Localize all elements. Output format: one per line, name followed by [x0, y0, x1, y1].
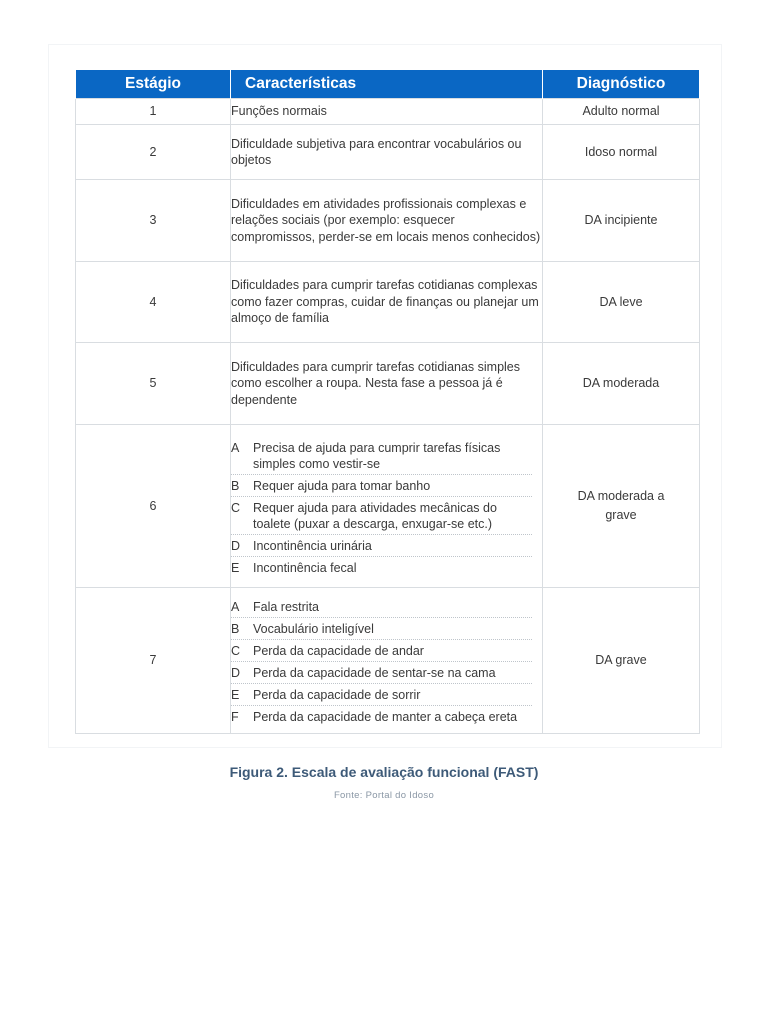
description-cell — [231, 588, 543, 734]
item-text: Incontinência fecal — [253, 560, 357, 575]
item-letter: A — [231, 440, 240, 455]
item-text: Precisa de ajuda para cumprir tarefas físicas simples como vestir-se — [253, 440, 501, 471]
diagnosis-text: DA moderada a grave — [577, 489, 665, 522]
list-item — [231, 640, 532, 662]
item-letter: D — [231, 666, 241, 680]
item-letter: C — [231, 500, 241, 515]
fast-scale-table — [75, 70, 700, 734]
list-item — [231, 475, 532, 497]
table-row — [76, 425, 700, 588]
item-text: Perda da capacidade de sentar-se na cama — [253, 666, 496, 680]
list-item — [231, 706, 532, 727]
header-stage: Estágio — [76, 70, 231, 99]
stage-cell: 2 — [76, 125, 231, 180]
list-item — [231, 497, 532, 535]
stage-cell: 7 — [76, 588, 231, 734]
item-letter: E — [231, 688, 240, 702]
table-row — [76, 125, 700, 180]
diagnosis-cell: DA grave — [543, 588, 700, 734]
figure-source: Fonte: Portal do Idoso — [333, 790, 435, 801]
figure-caption: Figura 2. Escala de avaliação funcional (FAST) — [229, 764, 539, 780]
list-item — [231, 535, 532, 557]
item-text: Requer ajuda para tomar banho — [253, 478, 431, 493]
item-text: Requer ajuda para atividades mecânicas do toalete (puxar a descarga, enxugar-se etc.) — [253, 500, 497, 531]
item-letter: B — [231, 622, 240, 636]
item-letter: C — [231, 644, 241, 658]
list-item — [231, 662, 532, 684]
item-text: Incontinência urinária — [253, 538, 372, 553]
item-text: Perda da capacidade de andar — [253, 644, 424, 658]
item-text: Perda da capacidade de manter a cabeça ereta — [253, 710, 518, 724]
table-row — [76, 180, 700, 262]
table-row — [76, 588, 700, 734]
description-cell — [231, 425, 543, 588]
item-letter: F — [231, 710, 239, 724]
stage-cell: 5 — [76, 343, 231, 425]
table-row — [76, 262, 700, 343]
item-letter: D — [231, 538, 241, 553]
sub-items-list — [231, 429, 542, 584]
diagnosis-cell: Idoso normal — [543, 125, 700, 180]
sub-items-list — [231, 588, 542, 733]
diagnosis-cell: Adulto normal — [543, 99, 700, 125]
list-item — [231, 557, 532, 578]
diagnosis-cell: DA moderada — [543, 343, 700, 425]
list-item — [231, 437, 532, 475]
table-row — [76, 99, 700, 125]
diagnosis-cell — [543, 425, 700, 588]
item-letter: B — [231, 478, 240, 493]
item-letter: E — [231, 560, 240, 575]
description-cell: Funções normais — [231, 99, 543, 125]
stage-cell: 4 — [76, 262, 231, 343]
item-text: Vocabulário inteligível — [253, 622, 374, 636]
diagnosis-cell: DA incipiente — [543, 180, 700, 262]
item-letter: A — [231, 600, 240, 614]
list-item — [231, 684, 532, 706]
stage-cell: 3 — [76, 180, 231, 262]
header-diagnosis: Diagnóstico — [543, 70, 700, 99]
item-text: Perda da capacidade de sorrir — [253, 688, 421, 702]
description-cell: Dificuldades para cumprir tarefas cotidianas simples como escolher a roupa. Nesta fase a pessoa já é dependente — [231, 343, 543, 425]
diagnosis-cell: DA leve — [543, 262, 700, 343]
header-characteristics: Características — [231, 70, 543, 99]
description-cell: Dificuldade subjetiva para encontrar vocabulários ou objetos — [231, 125, 543, 180]
list-item — [231, 618, 532, 640]
list-item — [231, 596, 532, 618]
stage-cell: 6 — [76, 425, 231, 588]
table-header-row — [76, 70, 700, 99]
stage-cell: 1 — [76, 99, 231, 125]
description-cell: Dificuldades para cumprir tarefas cotidianas complexas como fazer compras, cuidar de finanças ou planejar um almoço de família — [231, 262, 543, 343]
description-cell: Dificuldades em atividades profissionais complexas e relações sociais (por exemplo: esquecer compromissos, perder-se em locais menos conhecidos) — [231, 180, 543, 262]
item-text: Fala restrita — [253, 600, 319, 614]
table-row — [76, 343, 700, 425]
